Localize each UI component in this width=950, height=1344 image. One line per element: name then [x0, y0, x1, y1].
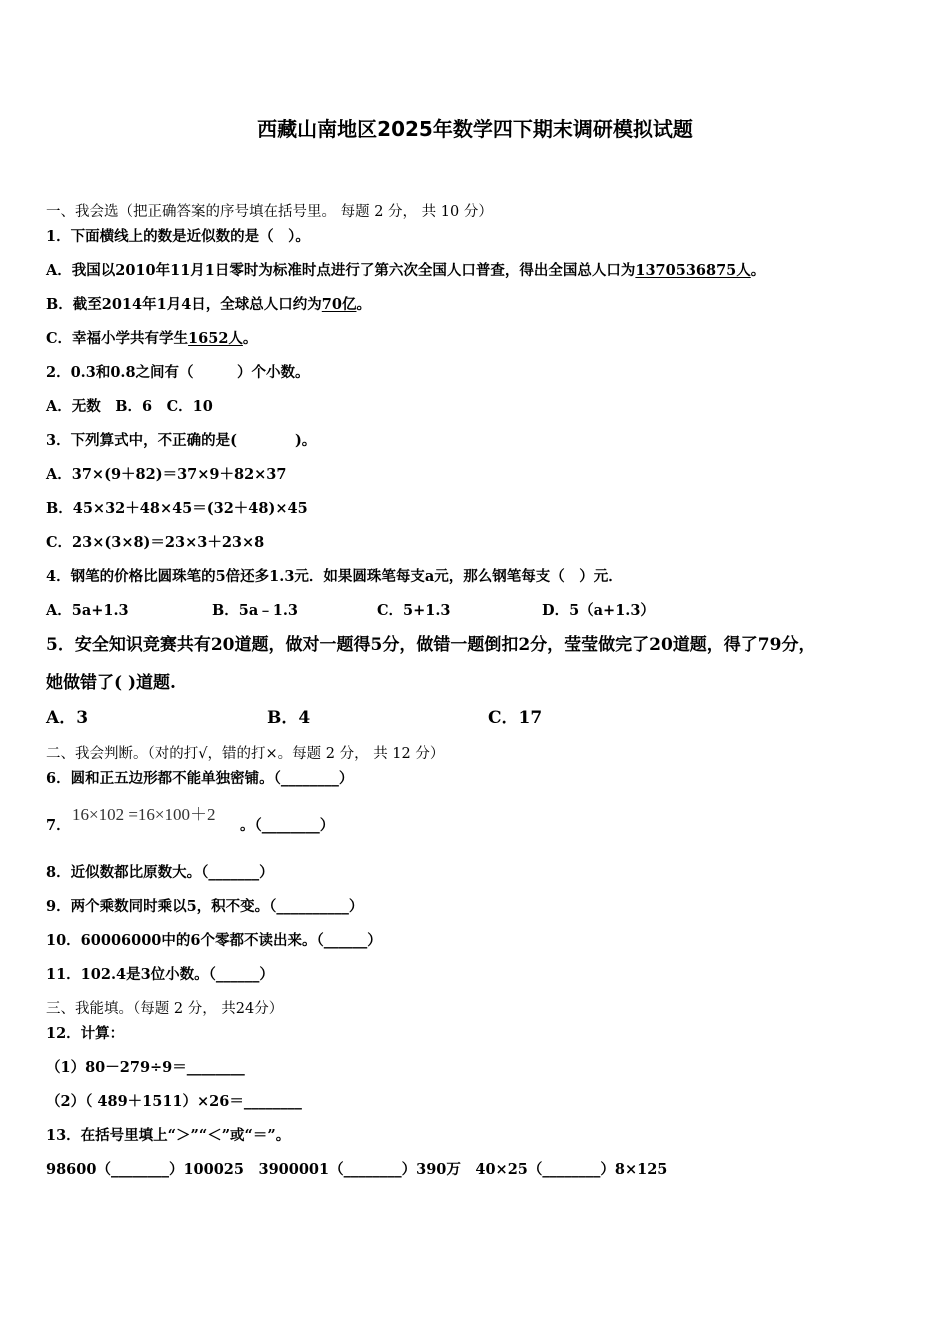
- question-10: 10．60006000中的6个零都不读出来。（______）: [46, 932, 382, 949]
- section-heading-3: 三、我能填。（每题 2 分， 共24分）: [46, 1001, 284, 1017]
- question-13-comparisons: 98600（________）100025 3900001（________）390万 40×25（________）8×125: [46, 1161, 668, 1178]
- option-b-underlined: 70亿: [321, 296, 357, 313]
- question-4-option-a: A．5a+1.3: [46, 602, 129, 619]
- question-12-stem: 12．计算：: [46, 1025, 125, 1042]
- option-b-end: 。: [356, 296, 371, 313]
- question-4-option-d: D．5（a+1.3）: [542, 602, 655, 619]
- question-3-stem: 3．下列算式中，不正确的是( )。: [46, 432, 317, 449]
- question-5-stem-line1: 5．安全知识竞赛共有20道题，做对一题得5分，做错一题倒扣2分，莹莹做完了20道题，得了79分，: [46, 635, 816, 655]
- question-1-option-c: [46, 329, 257, 349]
- question-9: 9．两个乘数同时乘以5，积不变。（__________）: [46, 898, 364, 915]
- question-3-option-a: A．37×(9＋82)＝37×9＋82×37: [46, 466, 287, 483]
- question-8: 8．近似数都比原数大。（_______）: [46, 864, 274, 881]
- question-5-option-a: A．3: [46, 708, 89, 728]
- section-heading-2: 二、我会判断。（对的打√，错的打×。每题 2 分， 共 12 分）: [46, 746, 445, 762]
- question-3-option-c: C．23×(3×8)＝23×3＋23×8: [46, 534, 265, 551]
- question-12-part-1: （1）80－279÷9＝________: [46, 1059, 245, 1076]
- question-11: 11．102.4是3位小数。（______）: [46, 966, 274, 983]
- question-4-option-b: B．5a﹣1.3: [212, 602, 298, 619]
- option-c-end: 。: [242, 330, 258, 347]
- option-a-end: 。: [750, 262, 766, 279]
- question-3-option-b: B．45×32＋48×45＝(32＋48)×45: [46, 500, 308, 517]
- question-1-option-b: [46, 295, 371, 315]
- section-heading-1: 一、我会选（把正确答案的序号填在括号里。 每题 2 分， 共 10 分）: [46, 204, 493, 220]
- question-4-stem: 4．钢笔的价格比圆珠笔的5倍还多1.3元．如果圆珠笔每支a元，那么钢笔每支（ ）元．: [46, 568, 623, 585]
- question-4-option-c: C．5+1.3: [377, 602, 451, 619]
- option-a-underlined: 1370536875人: [635, 262, 751, 279]
- page-title: 西藏山南地区2025年数学四下期末调研模拟试题: [257, 117, 693, 141]
- question-1-option-a: [46, 261, 765, 281]
- option-a-text: A．我国以2010年11月1日零时为标准时点进行了第六次全国人口普查，得出全国总人口为: [46, 262, 636, 279]
- question-7-formula: 16×102 =16×100＋2: [72, 805, 216, 824]
- question-5-option-c: C．17: [488, 708, 543, 728]
- question-13-stem: 13．在括号里填上“＞”“＜”或“＝”。: [46, 1127, 291, 1144]
- option-b-text: B．截至2014年1月4日，全球总人口约为: [46, 296, 322, 313]
- question-2-options: A．无数 B．6 C．10: [46, 398, 213, 415]
- question-2-stem: 2．0.3和0.8之间有（ ）个小数。: [46, 364, 310, 381]
- option-c-underlined: 1652人: [188, 330, 243, 347]
- question-12-part-2: （2）（ 489＋1511）×26＝________: [46, 1093, 302, 1110]
- question-7-number: 7．: [46, 817, 71, 834]
- option-c-text: C．幸福小学共有学生: [46, 330, 189, 347]
- question-7-tail: 。（________）: [240, 817, 335, 834]
- question-1-stem: 1．下面横线上的数是近似数的是（ ）。: [46, 228, 310, 245]
- question-5-stem-line2: 她做错了( )道题.: [46, 673, 176, 693]
- question-6: 6．圆和正五边形都不能单独密铺。（________）: [46, 770, 354, 787]
- question-5-option-b: B．4: [267, 708, 311, 728]
